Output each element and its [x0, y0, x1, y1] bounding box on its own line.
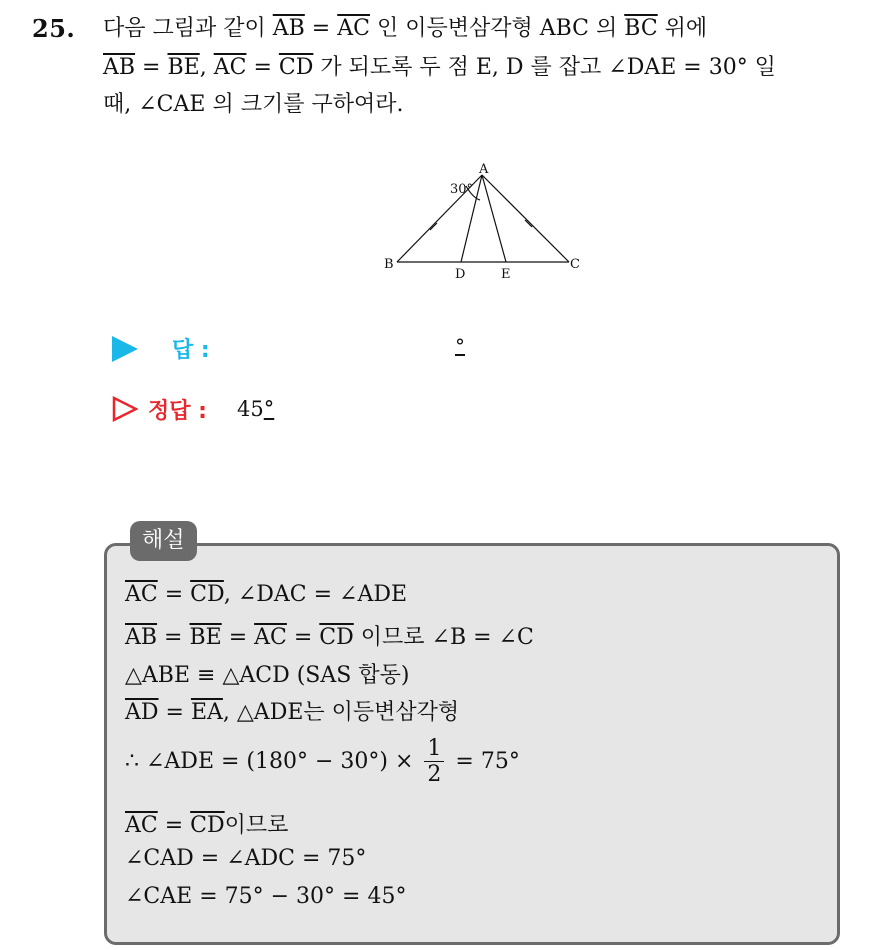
question-line-3: 때, ∠CAE 의 크기를 구하여라.	[103, 92, 404, 117]
question-line-2	[103, 55, 776, 81]
segment-ac: $\overline{AC}$	[213, 55, 247, 80]
answer-label: 답 :	[172, 338, 210, 363]
solution-text: =	[158, 700, 191, 725]
solution-tag: 해설	[130, 521, 197, 561]
label-b: B	[384, 257, 394, 272]
correct-degree: °	[263, 397, 275, 421]
question-number: 25.	[32, 14, 76, 43]
label-d: D	[455, 267, 466, 282]
label-angle: 30°	[450, 182, 474, 197]
solution-text: =	[157, 625, 190, 650]
label-e: E	[501, 267, 511, 282]
segment-ae	[482, 175, 506, 262]
fraction	[424, 736, 444, 788]
correct-arrow-icon	[112, 396, 138, 422]
solution-text: = 75°	[448, 748, 520, 774]
solution-text: =	[286, 625, 320, 650]
correct-label: 정답 :	[148, 399, 207, 424]
question-text: =	[246, 55, 279, 80]
solution-text: 이므로	[224, 813, 289, 838]
side-ac	[482, 175, 569, 262]
segment-ac: $\overline{AC}$	[337, 16, 370, 41]
segment-ab: $\overline{AB}$	[103, 55, 136, 80]
question-text: 다음 그림과 같이	[103, 16, 273, 41]
segment-cd: $\overline{CD}$	[190, 582, 224, 607]
segment-be: $\overline{BE}$	[189, 625, 222, 650]
solution-text: ∴ ∠ADE = (180° − 30°) ×	[125, 748, 421, 774]
label-a: A	[479, 162, 489, 177]
segment-ab: $\overline{AB}$	[125, 625, 158, 650]
question-text: ,	[199, 55, 214, 80]
segment-ad: $\overline{AD}$	[125, 700, 159, 725]
solution-line-4	[125, 695, 459, 726]
label-c: C	[570, 257, 580, 272]
solution-line-7: ∠CAD = ∠ADC = 75°	[125, 846, 367, 871]
answer-arrow-icon	[112, 336, 138, 362]
solution-line-3: △ABE ≡ △ACD (SAS 합동)	[125, 663, 410, 688]
solution-line-5	[125, 736, 520, 788]
question-text: =	[304, 16, 338, 41]
solution-text: =	[157, 813, 191, 838]
segment-cd: $\overline{CD}$	[190, 813, 225, 838]
segment-ac: $\overline{AC}$	[125, 582, 158, 607]
segment-bc: $\overline{BC}$	[624, 16, 658, 41]
solution-text: 이므로 ∠B = ∠C	[353, 625, 534, 650]
question-text: 가 되도록 두 점 E, D 를 잡고 ∠DAE = 30° 일	[313, 55, 776, 80]
correct-value	[237, 397, 274, 421]
solution-line-2	[125, 620, 534, 651]
segment-cd: $\overline{CD}$	[278, 55, 314, 80]
solution-text: , ∠DAC = ∠ADE	[223, 582, 408, 607]
correct-number: 45	[237, 397, 264, 421]
solution-text: , △ADE는 이등변삼각형	[222, 700, 460, 725]
segment-ab: $\overline{AB}$	[272, 16, 305, 41]
fraction-numerator: 1	[424, 736, 444, 762]
question-text: 위에	[657, 16, 708, 41]
solution-line-1	[125, 582, 407, 607]
question-text: =	[135, 55, 168, 80]
segment-be: $\overline{BE}$	[167, 55, 200, 80]
triangle-figure	[370, 160, 600, 290]
solution-text: =	[157, 582, 191, 607]
question-line-1	[103, 16, 707, 42]
solution-text: =	[221, 625, 255, 650]
answer-blank-degree[interactable]: °	[455, 334, 465, 358]
question-text: 인 이등변삼각형 ABC 의	[369, 16, 625, 41]
segment-ac: $\overline{AC}$	[125, 813, 158, 838]
solution-line-6	[125, 808, 288, 839]
solution-line-8: ∠CAE = 75° − 30° = 45°	[125, 884, 407, 909]
segment-cd: $\overline{CD}$	[319, 625, 354, 650]
fraction-denominator: 2	[427, 762, 442, 788]
segment-ac: $\overline{AC}$	[254, 625, 287, 650]
segment-ea: $\overline{EA}$	[190, 700, 223, 725]
